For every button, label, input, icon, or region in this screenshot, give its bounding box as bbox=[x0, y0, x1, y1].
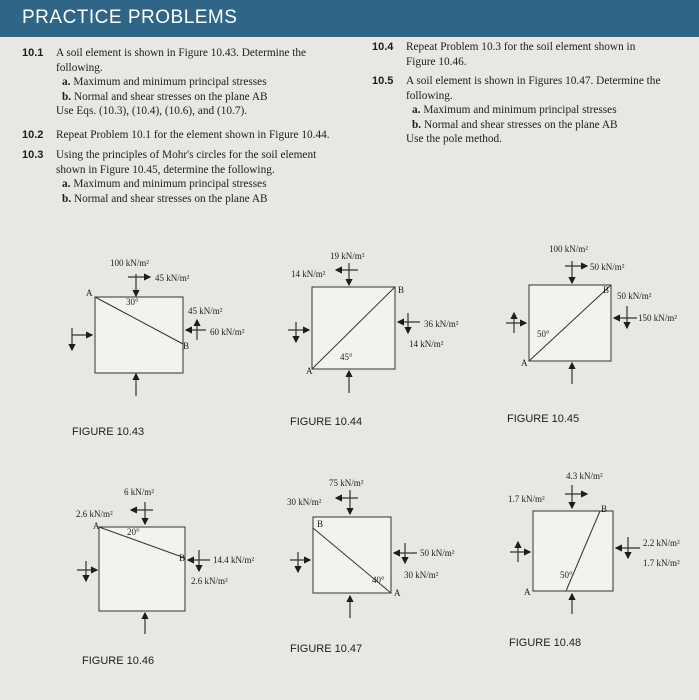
problem-line: shown in Figure 10.45, determine the following. bbox=[56, 163, 275, 176]
stress-label: 1.7 kN/m² bbox=[643, 558, 680, 568]
problem-number: 10.2 bbox=[22, 129, 44, 141]
problem-extra: Use Eqs. (10.3), (10.4), (10.6), and (10.7). bbox=[56, 105, 248, 118]
problem-subitem: a. Maximum and minimum principal stresses bbox=[412, 104, 617, 117]
point-label: A bbox=[86, 288, 93, 298]
angle-label: 20° bbox=[127, 527, 140, 537]
stress-label: 100 kN/m² bbox=[110, 258, 149, 268]
point-label: B bbox=[183, 341, 190, 351]
problem-line: following. bbox=[56, 61, 103, 74]
problem-number: 10.4 bbox=[372, 41, 394, 53]
point-label: B bbox=[398, 285, 405, 295]
problem-line: Repeat Problem 10.1 for the element shown in Figure 10.44. bbox=[56, 129, 330, 141]
angle-label: 40° bbox=[372, 575, 385, 585]
figure-caption: FIGURE 10.46 bbox=[82, 655, 155, 667]
point-label: A bbox=[306, 366, 313, 376]
stress-label: 2.2 kN/m² bbox=[643, 538, 680, 548]
problem-line: Figure 10.46. bbox=[406, 55, 467, 68]
problem-subitem: a. Maximum and minimum principal stresses bbox=[62, 178, 267, 191]
stress-label: 45 kN/m² bbox=[188, 306, 223, 316]
stress-label: 14.4 kN/m² bbox=[213, 555, 255, 565]
angle-label: 45° bbox=[340, 352, 353, 362]
figure-caption: FIGURE 10.44 bbox=[290, 416, 363, 428]
problem-number: 10.1 bbox=[22, 47, 44, 59]
soil-element-square bbox=[533, 511, 613, 591]
problem-number: 10.5 bbox=[372, 75, 394, 87]
problem-line: Using the principles of Mohr's circles for the soil element bbox=[56, 149, 317, 161]
soil-element-square bbox=[99, 527, 185, 611]
problem-subitem: b. Normal and shear stresses on the plane AB bbox=[412, 118, 618, 131]
stress-label: 14 kN/m² bbox=[291, 269, 326, 279]
point-label: B bbox=[601, 504, 608, 514]
stress-label: 150 kN/m² bbox=[638, 313, 677, 323]
point-label: B bbox=[603, 285, 610, 295]
figure-caption: FIGURE 10.48 bbox=[509, 637, 582, 649]
stress-label: 50 kN/m² bbox=[590, 262, 625, 272]
figure-caption: FIGURE 10.43 bbox=[72, 426, 145, 438]
angle-label: 50° bbox=[560, 570, 573, 580]
problem-extra: Use the pole method. bbox=[406, 133, 503, 146]
problem-line: following. bbox=[406, 89, 453, 102]
stress-label: 19 kN/m² bbox=[330, 251, 365, 261]
stress-label: 75 kN/m² bbox=[329, 478, 364, 488]
stress-label: 4.3 kN/m² bbox=[566, 471, 603, 481]
problem-subitem: b. Normal and shear stresses on the plane AB bbox=[62, 192, 268, 205]
point-label: A bbox=[521, 358, 528, 368]
stress-label: 14 kN/m² bbox=[409, 339, 444, 349]
stress-label: 2.6 kN/m² bbox=[191, 576, 228, 586]
stress-label: 45 kN/m² bbox=[155, 273, 190, 283]
stress-label: 2.6 kN/m² bbox=[76, 509, 113, 519]
point-label: B bbox=[317, 519, 324, 529]
stress-label: 30 kN/m² bbox=[404, 570, 439, 580]
point-label: A bbox=[394, 588, 401, 598]
point-label: B bbox=[179, 553, 186, 563]
problem-subitem: a. Maximum and minimum principal stresses bbox=[62, 76, 267, 89]
angle-label: 30° bbox=[126, 297, 139, 307]
problem-number: 10.3 bbox=[22, 149, 44, 161]
point-label: A bbox=[524, 587, 531, 597]
figure-caption: FIGURE 10.45 bbox=[507, 413, 580, 425]
stress-label: 36 kN/m² bbox=[424, 319, 459, 329]
problem-line: A soil element is shown in Figures 10.47. Determine the bbox=[406, 75, 661, 87]
stress-label: 6 kN/m² bbox=[124, 487, 154, 497]
stress-label: 50 kN/m² bbox=[617, 291, 652, 301]
stress-label: 30 kN/m² bbox=[287, 497, 322, 507]
stress-label: 1.7 kN/m² bbox=[508, 494, 545, 504]
stress-label: 100 kN/m² bbox=[549, 244, 588, 254]
stress-label: 60 kN/m² bbox=[210, 327, 245, 337]
point-label: A bbox=[93, 521, 100, 531]
soil-element-square bbox=[95, 297, 183, 373]
angle-label: 50° bbox=[537, 329, 550, 339]
figure-10-47-diagram bbox=[290, 490, 417, 618]
problem-line: A soil element is shown in Figure 10.43. Determine the bbox=[56, 47, 307, 59]
figure-caption: FIGURE 10.47 bbox=[290, 643, 363, 655]
stress-label: 50 kN/m² bbox=[420, 548, 455, 558]
problem-subitem: b. Normal and shear stresses on the plane AB bbox=[62, 90, 268, 103]
section-title: PRACTICE PROBLEMS bbox=[22, 7, 238, 28]
problem-line: Repeat Problem 10.3 for the soil element shown in bbox=[406, 41, 636, 53]
